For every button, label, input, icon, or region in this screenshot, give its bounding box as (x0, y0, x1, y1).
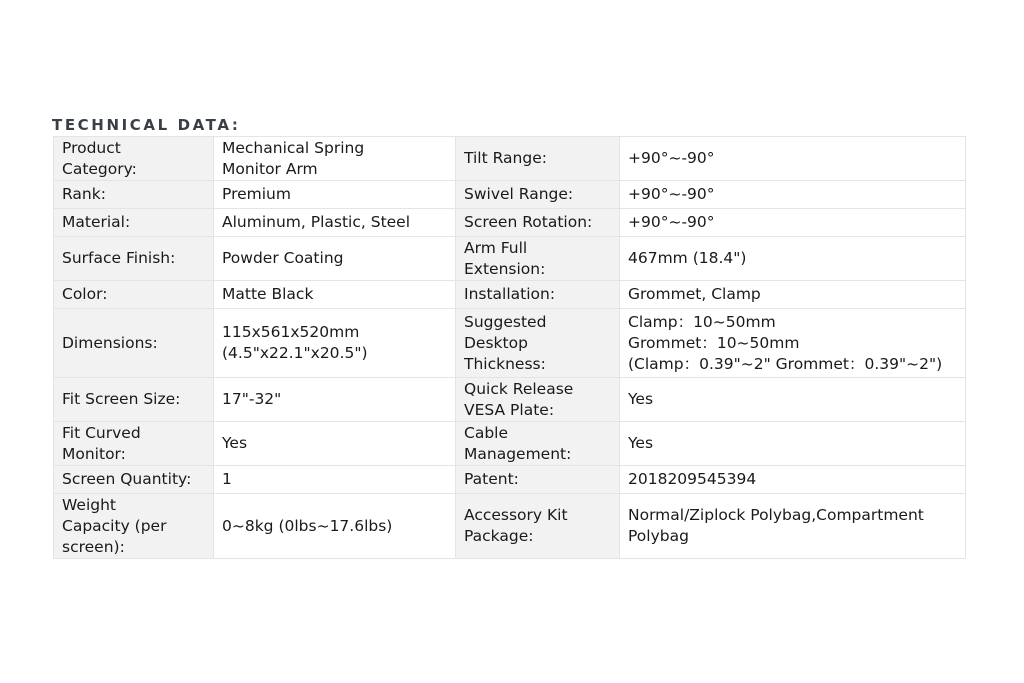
spec-label: Category: (62, 159, 137, 178)
spec-label-cell (54, 422, 214, 466)
spec-value: 1 (222, 470, 232, 488)
spec-label-cell (456, 422, 620, 466)
spec-value-cell (620, 378, 966, 422)
spec-label: Tilt Range: (464, 149, 547, 167)
spec-label: Management: (464, 444, 572, 463)
spec-label: Quick Release (464, 379, 574, 398)
spec-label: Desktop (464, 333, 528, 352)
spec-label: Installation: (464, 285, 556, 303)
spec-label: Screen Quantity: (62, 470, 192, 488)
technical-data-table (53, 136, 966, 559)
spec-label: Cable (464, 423, 509, 442)
spec-value: Clamp：10~50mm (628, 312, 776, 331)
spec-label-cell (54, 237, 214, 281)
spec-label: Capacity (per (62, 516, 167, 535)
table-row (54, 237, 966, 281)
spec-value: 17"-32" (222, 390, 282, 408)
spec-label-cell (54, 378, 214, 422)
spec-value-cell (620, 237, 966, 281)
spec-label: Product (62, 138, 121, 157)
spec-label: Monitor: (62, 444, 126, 463)
spec-value-cell (214, 209, 456, 237)
spec-label-cell (54, 466, 214, 494)
spec-label: Thickness: (464, 354, 546, 373)
spec-label-cell (456, 209, 620, 237)
table-row (54, 309, 966, 378)
spec-value-cell (214, 281, 456, 309)
spec-value: Monitor Arm (222, 159, 318, 178)
spec-value-cell (214, 422, 456, 466)
technical-data-body (54, 137, 966, 559)
spec-label: Material: (62, 213, 131, 231)
table-row (54, 281, 966, 309)
table-row (54, 422, 966, 466)
spec-value: Grommet：10~50mm (628, 333, 800, 352)
spec-value-cell (214, 494, 456, 559)
spec-value: Normal/Ziplock Polybag,Compartment (628, 506, 924, 524)
spec-label-cell (456, 309, 620, 378)
spec-label: VESA Plate: (464, 400, 555, 419)
spec-label-cell (456, 378, 620, 422)
spec-value: 0~8kg (0lbs~17.6lbs) (222, 516, 393, 535)
table-row (54, 209, 966, 237)
spec-label-cell (456, 137, 620, 181)
spec-value: Grommet, Clamp (628, 285, 761, 303)
table-row (54, 494, 966, 559)
spec-label-cell (54, 494, 214, 559)
spec-label: Arm Full (464, 238, 528, 257)
spec-value-cell (620, 209, 966, 237)
spec-label: Fit Screen Size: (62, 390, 181, 408)
spec-label-cell (54, 209, 214, 237)
spec-value: Aluminum, Plastic, Steel (222, 213, 411, 231)
spec-label: Color: (62, 285, 108, 303)
spec-value: +90°~-90° (628, 185, 715, 203)
spec-value-cell (214, 466, 456, 494)
spec-value: Yes (628, 434, 654, 452)
spec-value: Matte Black (222, 285, 314, 303)
spec-label: Fit Curved (62, 423, 141, 442)
spec-value: Premium (222, 185, 291, 203)
spec-label: Patent: (464, 470, 519, 488)
spec-value-cell (620, 181, 966, 209)
spec-value: Powder Coating (222, 249, 344, 267)
spec-value-cell (620, 494, 966, 559)
table-row (54, 378, 966, 422)
spec-value: 467mm (18.4") (628, 249, 747, 267)
spec-value: +90°~-90° (628, 213, 715, 231)
spec-value: 115x561x520mm (222, 323, 360, 341)
table-row (54, 137, 966, 181)
spec-label: Rank: (62, 185, 106, 203)
spec-label-cell (456, 181, 620, 209)
spec-value: Mechanical Spring (222, 138, 365, 157)
spec-label: Surface Finish: (62, 249, 176, 267)
spec-value-cell (214, 309, 456, 378)
spec-label-cell (456, 237, 620, 281)
spec-label: screen): (62, 537, 125, 556)
spec-value-cell (620, 137, 966, 181)
spec-value-cell (214, 137, 456, 181)
spec-label-cell (456, 466, 620, 494)
spec-label: Suggested (464, 312, 547, 331)
spec-label: Accessory Kit (464, 506, 568, 524)
spec-value: Polybag (628, 527, 689, 545)
table-row (54, 181, 966, 209)
spec-label-cell (54, 309, 214, 378)
spec-value: Yes (222, 434, 248, 452)
spec-label-cell (456, 281, 620, 309)
spec-label: Swivel Range: (464, 185, 574, 203)
spec-value: +90°~-90° (628, 149, 715, 167)
spec-value-cell (620, 309, 966, 378)
spec-label: Extension: (464, 259, 546, 278)
spec-value-cell (620, 466, 966, 494)
spec-label-cell (456, 494, 620, 559)
spec-value-cell (214, 237, 456, 281)
spec-value-cell (620, 422, 966, 466)
table-row (54, 466, 966, 494)
spec-value: (4.5"x22.1"x20.5") (222, 344, 368, 362)
spec-label: Screen Rotation: (464, 213, 593, 231)
spec-label-cell (54, 137, 214, 181)
spec-label-cell (54, 181, 214, 209)
spec-value-cell (620, 281, 966, 309)
section-heading: TECHNICAL DATA: (52, 116, 241, 134)
spec-value: Yes (628, 390, 654, 408)
spec-label: Dimensions: (62, 333, 158, 352)
spec-value: (Clamp：0.39"~2" Grommet：0.39"~2") (628, 354, 943, 373)
spec-label: Weight (62, 495, 117, 514)
spec-label-cell (54, 281, 214, 309)
spec-value-cell (214, 378, 456, 422)
spec-label: Package: (464, 527, 534, 545)
spec-value-cell (214, 181, 456, 209)
spec-value: 2018209545394 (628, 470, 757, 488)
